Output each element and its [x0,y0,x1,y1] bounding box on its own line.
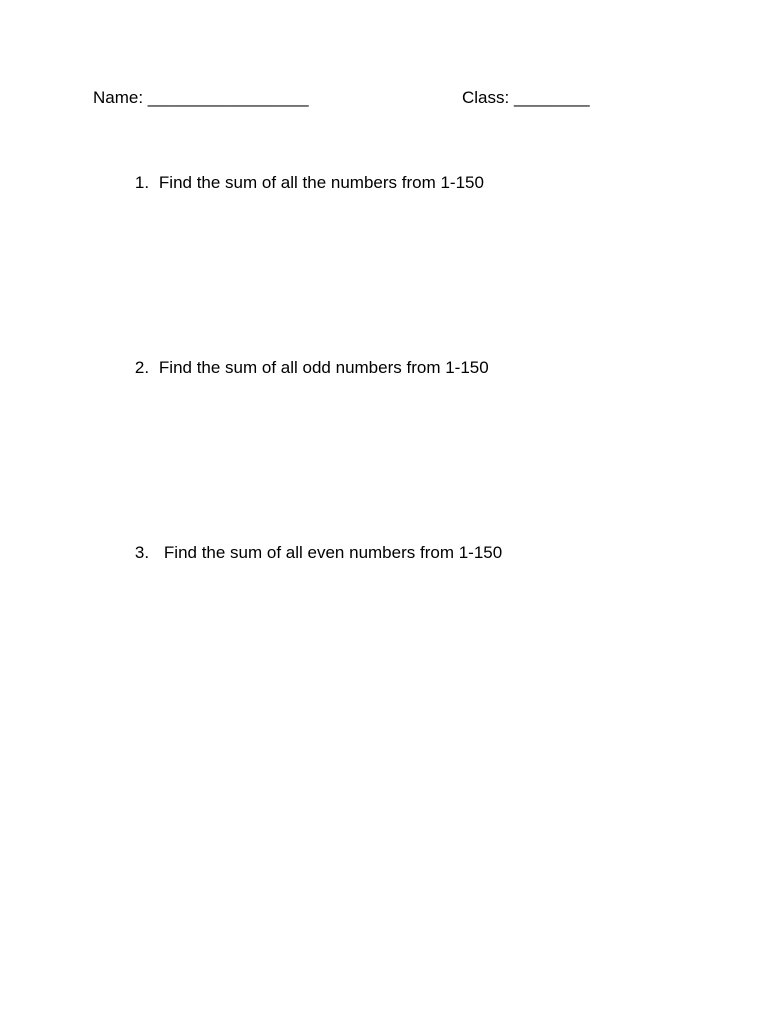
question-number: 3. [134,543,150,562]
question-1 [116,147,484,219]
header-row [93,86,613,110]
question-text: Find the sum of all the numbers from 1-150 [158,173,484,192]
question-2 [116,332,489,404]
question-number: 2. [134,358,150,377]
class-field: Class: ________ [462,88,590,107]
question-3 [116,517,502,589]
name-field: Name: _________________ [93,88,309,107]
question-text: Find the sum of all even numbers from 1-150 [163,543,503,562]
question-text: Find the sum of all odd numbers from 1-150 [158,358,489,377]
question-number: 1. [134,173,150,192]
